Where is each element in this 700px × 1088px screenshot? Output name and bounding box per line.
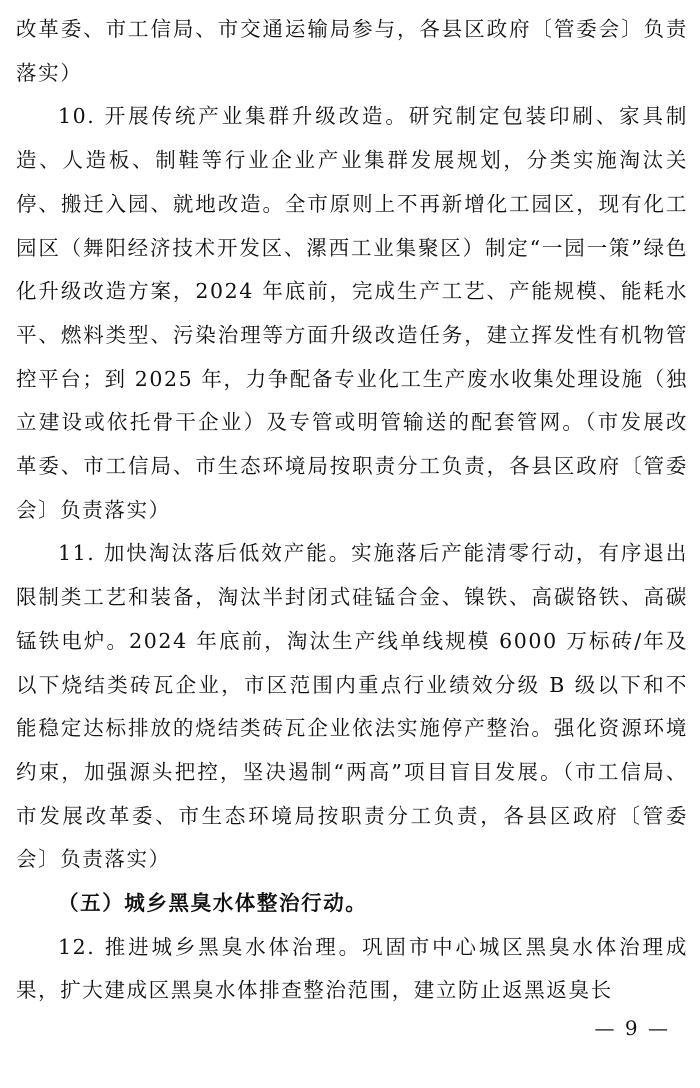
page-number: — 9 — <box>594 1016 670 1040</box>
document-page <box>16 8 688 1068</box>
paragraph-item-11: 11. 加快淘汰落后低效产能。实施落后产能清零行动，有序退出限制类工艺和装备，淘汰半封闭式硅锰合金、镍铁、高碳铬铁、高碳锰铁电炉。2024 年底前，淘汰生产线单线规模 6000 万标砖/年及以下烧结类砖瓦企业，市区范围内重点行业绩效分级 B 级以下和不能稳定达标排放的烧结类砖瓦企业依法实施停产整治。强化资源环境约束，加强源头把控，坚决遏制“两高”项目盲目发展。（市工信局、市发展改革委、市生态环境局按职责分工负责，各县区政府〔管委会〕负责落实） <box>16 541 688 872</box>
paragraph-item-10: 10. 开展传统产业集群升级改造。研究制定包装印刷、家具制造、人造板、制鞋等行业企业产业集群发展规划，分类实施淘汰关停、搬迁入园、就地改造。全市原则上不再新增化工园区，现有化工园区（舞阳经济技术开发区、漯西工业集聚区）制定“一园一策”绿色化升级改造方案，2024 年底前，完成生产工艺、产能规模、能耗水平、燃料类型、污染治理等方面升级改造任务，建立挥发性有机物管控平台；到 2025 年，力争配备专业化工生产废水收集处理设施（独立建设或依托骨干企业）及专管或明管输送的配套管网。（市发展改革委、市工信局、市生态环境局按职责分工负责，各县区政府〔管委会〕负责落实） <box>16 104 688 522</box>
paragraph-item-12: 12. 推进城乡黑臭水体治理。巩固市中心城区黑臭水体治理成果，扩大建成区黑臭水体排查整治范围，建立防止返黑返臭长 <box>16 934 688 1003</box>
section-heading-5: （五）城乡黑臭水体整治行动。 <box>58 891 368 916</box>
paragraph-continuation: 改革委、市工信局、市交通运输局参与，各县区政府〔管委会〕负责落实） <box>16 17 688 85</box>
